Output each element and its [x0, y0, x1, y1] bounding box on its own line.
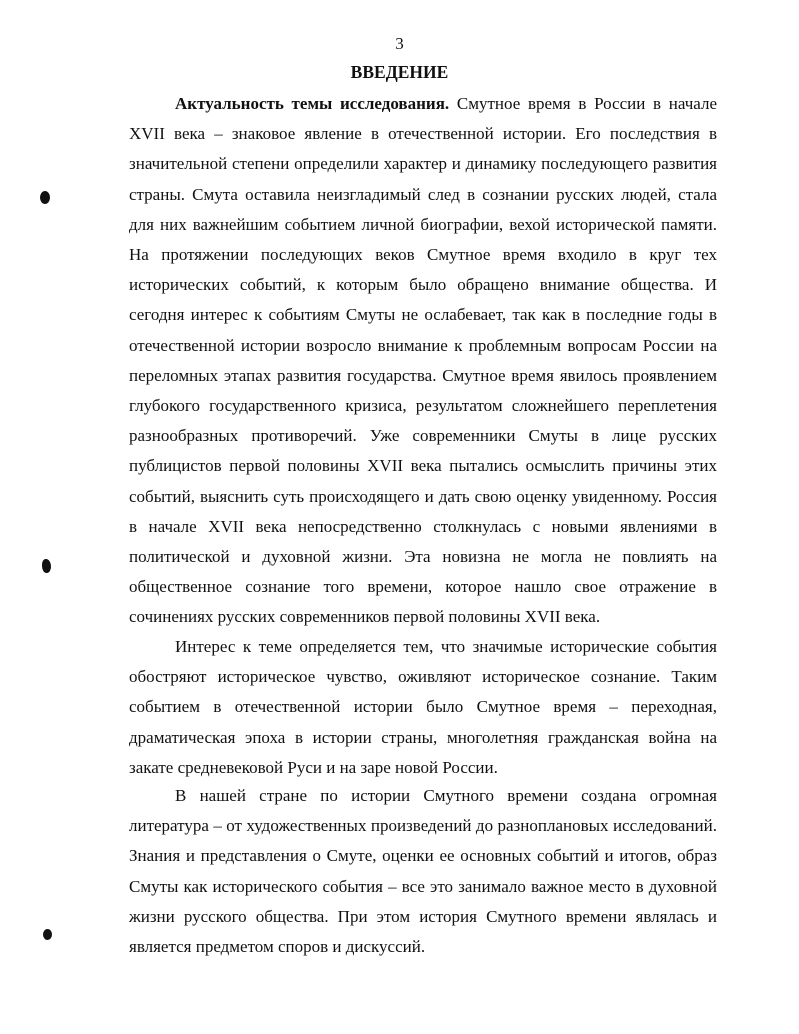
paragraph-lead-in: Актуальность темы исследования.	[175, 94, 450, 113]
paragraph-1	[129, 89, 717, 633]
binder-hole-mark	[43, 929, 52, 940]
section-heading: ВВЕДЕНИЕ	[350, 62, 449, 82]
paragraph-2: Интерес к теме определяется тем, что значимые исторические события обостряют историческое чувство, оживляют историческое сознание. Таким событием в отечественной истории было Смутное время – переходная, драматическая эпоха в истории страны, многолетняя гражданская война на закате средневековой Руси и на заре новой России.	[129, 637, 717, 777]
paragraph-1-text: Смутное время в России в начале XVII века – знаковое явление в отечественной истории. Его последствия в значительной степени определили характер и динамику последующего развития страны. Смута оставила неизгладимый след в сознании русских людей, стала для них важнейшим событием личной биографии, вехой исторической памяти. На протяжении последующих веков Смутное время входило в круг тех исторических событий, к которым было обращено внимание общества. И сегодня интерес к событиям Смуты не ослабевает, так как в последние годы в отечественной истории возросло внимание к проблемным вопросам России на переломных этапах развития государства. Смутное время явилось проявлением глубокого государственного кризиса, результатом сложнейшего переплетения разнообразных противоречий. Уже современники Смуты в лице русских публицистов первой половины XVII века пытались осмыслить причины этих событий, выяснить суть происходящего и дать свою оценку увиденному. Россия в начале XVII века непосредственно столкнулась с новыми явлениями в политической и духовной жизни. Эта новизна не могла не повлиять на общественное сознание того времени, которое нашло свое отражение в сочинениях русских современников первой половины XVII века.	[129, 94, 718, 627]
page-number: 3	[395, 34, 404, 53]
binder-hole-mark	[42, 559, 51, 573]
paragraph-3: В нашей стране по истории Смутного времени создана огромная литература – от художественных произведений до разноплановых исследований. Знания и представления о Смуте, оценки ее основных событий и итогов, образ Смуты как исторического события – все это занимало важное место в духовной жизни русского общества. При этом история Смутного времени являлась и является предметом споров и дискуссий.	[129, 786, 717, 957]
binder-hole-mark	[40, 191, 50, 204]
